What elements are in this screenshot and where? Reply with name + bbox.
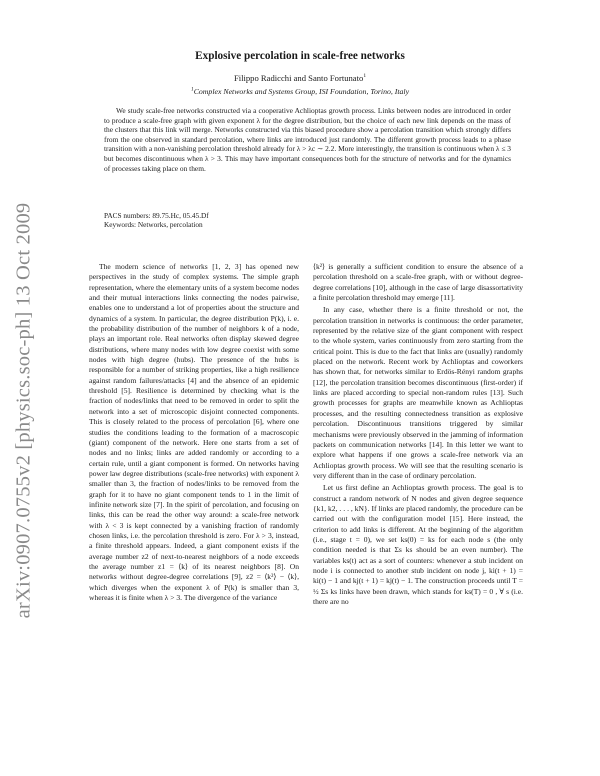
author-line <box>0 73 600 83</box>
author-affiliation-marker: 1 <box>363 73 367 80</box>
paper-title: Explosive percolation in scale-free networks <box>195 50 405 62</box>
affiliation-text: Complex Networks and Systems Group, ISI Foundation, Torino, Italy <box>193 87 410 96</box>
abstract: We study scale-free networks constructed via a cooperative Achlioptas growth process. Links between nodes are introduced in order to produce a scale-free graph with given exponent λ for the degree distribution, but the choice of each new link depends on the mass of the clusters that this link will merge. Networks constructed via this biased procedure show a percolation transition which strongly differs from the one observed in standard percolation, where links are introduced just randomly. The different growth process leads to a phase transition with a non-vanishing percolation threshold already for λ > λc ∼ 2.2. More interestingly, the transition is continuous when λ ≤ 3 but becomes discontinuous when λ > 3. This may have important consequences both for the structure of networks and for the dynamics of processes taking place on them. <box>104 106 511 173</box>
arxiv-identifier <box>2 190 46 630</box>
metadata-block <box>104 211 511 229</box>
arxiv-identifier-text: arXiv:0907.0755v2 [physics.soc-ph] 13 Oct 2009 <box>12 202 35 618</box>
body-column-left <box>89 262 299 603</box>
pacs-numbers: PACS numbers: 89.75.Hc, 05.45.Df <box>104 211 209 220</box>
body-paragraph: ⟨k²⟩ is generally a sufficient condition to ensure the absence of a percolation threshold on a scale-free graph, with or without degree-degree correlations [10], although in the case of large disassortativity a finite percolation threshold may emerge [11]. <box>313 262 523 303</box>
affiliation-line <box>0 87 600 96</box>
affiliation-marker: 1 <box>190 86 194 93</box>
body-paragraph: The modern science of networks [1, 2, 3] has opened new perspectives in the study of complex systems. The simple graph representation, where the elementary units of a system become nodes and their mutual interactions links connecting the nodes pairwise, enables one to understand a lot of properties about the structure and dynamics of a system. In particular, the degree distribution P(k), i. e. the probability distribution of the number of neighbors k of a node, plays an important role. Real networks often display skewed degree distributions, where many nodes with low degree coexist with some nodes with high degree (hubs). The presence of the hubs is responsible for a number of striking properties, like a high resilience against random failures/attacks [4] and the absence of an epidemic threshold [5]. Resilience is determined by checking what is the fraction of nodes/links that need to be removed in order to split the network into a set of microscopic disjoint connected components. This is closely related to the process of percolation [6], where one studies the conditions leading to the formation of a macroscopic (giant) component of the network. Here one starts from a set of nodes and no links; links are added randomly or according to a certain rule, until a giant component is formed. On networks having power law degree distributions (scale-free networks) with exponent λ smaller than 3, the fraction of nodes/links to be removed from the graph for it to have no giant component tends to 1 in the limit of infinite network size [7]. In the spirit of percolation, and focusing on links, this can be read the other way around: a scale-free network with λ < 3 is kept connected by a vanishing fraction of randomly chosen links, i.e. the percolation threshold is zero. For λ > 3, instead, a finite threshold appears. Indeed, a giant component exists if the average number z2 of next-to-nearest neighbors of a node exceeds the average number z1 = ⟨k⟩ of its nearest neighbors [8]. On networks without degree-degree correlations [9], z2 = ⟨k²⟩ − ⟨k⟩, which diverges when the exponent λ of P(k) is smaller than 3, whereas it is finite when λ > 3. The divergence of the variance <box>89 262 299 602</box>
body-paragraph: In any case, whether there is a finite threshold or not, the percolation transition in networks is continuous: the order parameter, represented by the relative size of the giant component with respect to the whole system, varies continuously from zero starting from the critical point. This is due to the fact that links are (usually) randomly placed on the network. Recent work by Achlioptas and coworkers has shown that, for networks similar to Erdös-Rényi random graphs [12], the percolation transition becomes discontinuous (first-order) if links are placed according to special non-random rules [13]. Such growth processes for graphs are meanwhile known as Achlioptas processes, and the resulting connectedness transition as explosive percolation. Discontinuous transitions triggered by similar mechanisms were previously observed in the jamming of information packets on communication networks [14]. In this letter we want to explore what happens if one grows a scale-free network via an Achlioptas growth process. We will see that the resulting scenario is very different than in the case of ordinary percolation. <box>313 305 524 480</box>
body-paragraph: Let us first define an Achlioptas growth process. The goal is to construct a random network of N nodes and given degree sequence {k1, k2, . . . , kN}. If links are placed randomly, the procedure can be carried out with the configuration model [15]. Here instead, the criterion to add links is different. At the beginning of the algorithm (i.e., stage t = 0), we set ks(0) = ks for each node s (the only condition needed is that Σs ks should be an even number). The variables ks(t) act as a sort of counters: whenever a stub incident on node i is connected to another stub incident on node j, ki(t + 1) = ki(t) − 1 and kj(t + 1) = kj(t) − 1. The construction proceeds until T = ½ Σs ks links have been drawn, which stands for ks(T) = 0 , ∀ s (i.e. there are no <box>313 483 523 606</box>
body-column-right <box>313 262 523 607</box>
author-names: Filippo Radicchi and Santo Fortunato <box>233 73 364 83</box>
keywords: Keywords: Networks, percolation <box>104 220 203 230</box>
